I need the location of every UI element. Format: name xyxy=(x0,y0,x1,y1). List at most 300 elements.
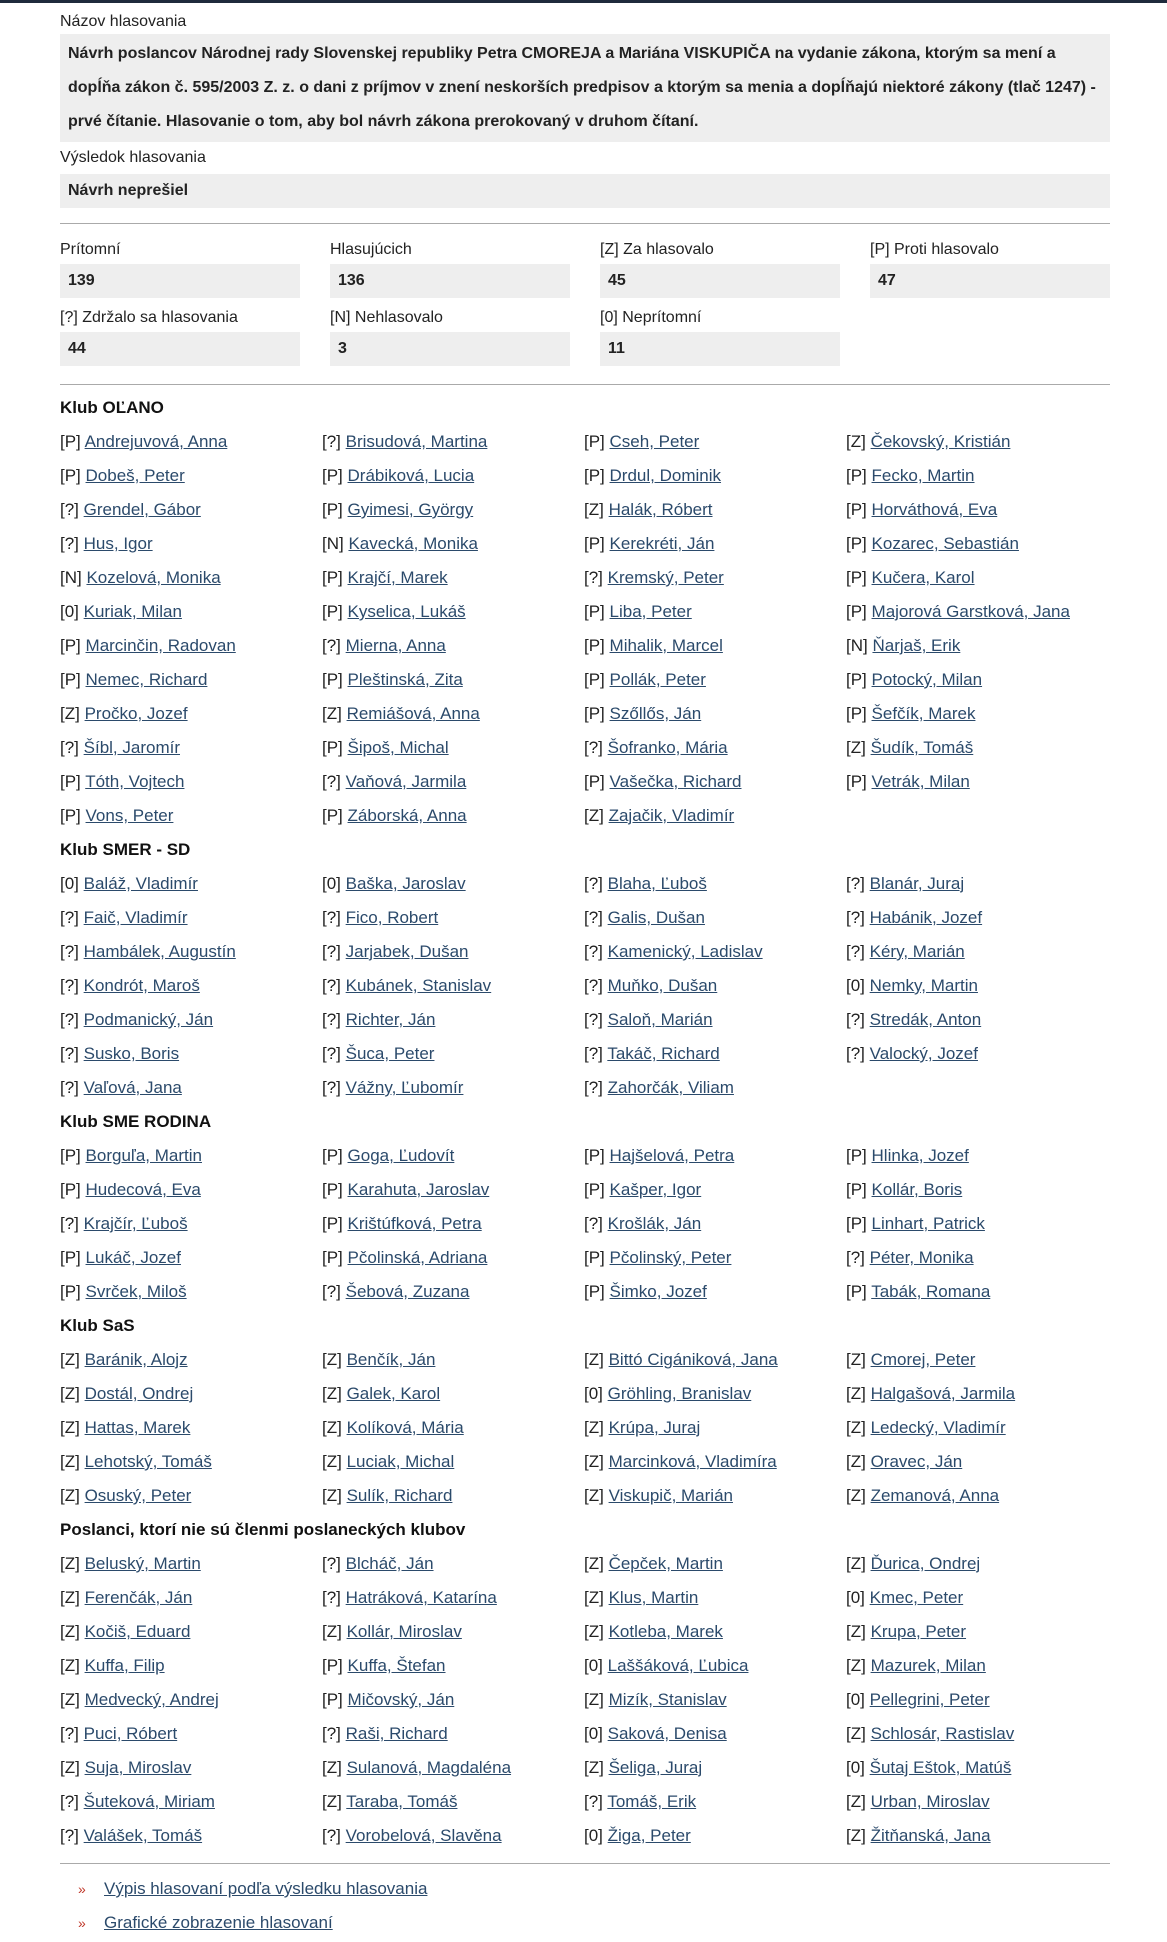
member-link[interactable]: Mičovský, Ján xyxy=(347,1690,455,1709)
vote-code: [P] xyxy=(584,636,605,655)
vote-code: [P] xyxy=(322,1656,343,1675)
member-item xyxy=(322,1343,584,1377)
vote-code: [?] xyxy=(322,772,341,791)
vote-code: [Z] xyxy=(584,1622,604,1641)
member-link[interactable]: Cmorej, Peter xyxy=(870,1350,976,1369)
member-item xyxy=(846,663,1110,697)
member-item xyxy=(322,1581,584,1615)
member-link[interactable]: Drábiková, Lucia xyxy=(347,466,475,485)
member-item xyxy=(584,1615,846,1649)
member-item xyxy=(846,1173,1110,1207)
member-link[interactable]: Šíbl, Jaromír xyxy=(83,738,180,757)
member-link[interactable]: Šeliga, Juraj xyxy=(608,1758,703,1777)
vote-code: [Z] xyxy=(846,1792,866,1811)
member-item xyxy=(60,1785,322,1819)
vote-result-label: Výsledok hlasovania xyxy=(60,149,206,166)
member-item xyxy=(60,901,322,935)
member-item xyxy=(846,765,1110,799)
vote-code: [?] xyxy=(322,976,341,995)
member-item xyxy=(584,765,846,799)
member-item xyxy=(322,459,584,493)
member-link[interactable]: Marcinčin, Radovan xyxy=(85,636,236,655)
member-link[interactable]: Čepček, Martin xyxy=(608,1554,723,1573)
vote-code: [?] xyxy=(322,1724,341,1743)
member-item xyxy=(322,1139,584,1173)
vote-code: [P] xyxy=(584,432,605,451)
member-link[interactable]: Pčolinský, Peter xyxy=(609,1248,732,1267)
member-item xyxy=(846,1581,1110,1615)
member-item xyxy=(846,1615,1110,1649)
vote-code: [Z] xyxy=(322,1758,342,1777)
vote-code: [Z] xyxy=(322,1452,342,1471)
member-link[interactable]: Bittó Cigániková, Jana xyxy=(608,1350,778,1369)
vote-code: [Z] xyxy=(846,1384,866,1403)
member-item xyxy=(846,1649,1110,1683)
club-heading: Klub SME RODINA xyxy=(60,1112,212,1131)
member-link[interactable]: Osuský, Peter xyxy=(84,1486,192,1505)
member-link[interactable]: Žitňanská, Jana xyxy=(870,1826,991,1845)
vote-code: [Z] xyxy=(60,1452,80,1471)
member-item xyxy=(60,1479,322,1513)
member-link[interactable]: Galis, Dušan xyxy=(607,908,705,927)
member-link[interactable]: Benčík, Ján xyxy=(346,1350,436,1369)
member-link[interactable]: Ňarjaš, Erik xyxy=(872,636,961,655)
member-item xyxy=(584,1819,846,1853)
member-link[interactable]: Gyimesi, György xyxy=(347,500,474,519)
member-link[interactable]: Krúpa, Juraj xyxy=(608,1418,701,1437)
member-link[interactable]: Puci, Róbert xyxy=(83,1724,178,1743)
member-link[interactable]: Saková, Denisa xyxy=(607,1724,727,1743)
member-link[interactable]: Jarjabek, Dušan xyxy=(345,942,469,961)
member-item xyxy=(584,1479,846,1513)
vote-code: [?] xyxy=(322,1554,341,1573)
vote-code: [P] xyxy=(846,534,867,553)
member-link[interactable]: Kotleba, Marek xyxy=(608,1622,723,1641)
member-item xyxy=(584,1445,846,1479)
member-link[interactable]: Péter, Monika xyxy=(869,1248,974,1267)
vote-code: [Z] xyxy=(322,1622,342,1641)
member-link[interactable]: Valášek, Tomáš xyxy=(83,1826,203,1845)
member-link[interactable]: Kuffa, Štefan xyxy=(347,1656,446,1675)
vote-code: [Z] xyxy=(584,1350,604,1369)
member-item xyxy=(584,935,846,969)
vote-code: [P] xyxy=(60,466,81,485)
member-link[interactable]: Kmec, Peter xyxy=(869,1588,964,1607)
member-item xyxy=(584,1411,846,1445)
member-link[interactable]: Liba, Peter xyxy=(609,602,692,621)
club-members xyxy=(60,1139,1110,1309)
member-link[interactable]: Dobeš, Peter xyxy=(85,466,185,485)
member-link[interactable]: Tóth, Vojtech xyxy=(85,772,185,791)
vote-code: [?] xyxy=(60,908,79,927)
vote-code: [P] xyxy=(846,500,867,519)
member-link[interactable]: Sulík, Richard xyxy=(346,1486,453,1505)
member-link[interactable]: Kubánek, Stanislav xyxy=(345,976,492,995)
member-link[interactable]: Vaľová, Jana xyxy=(83,1078,182,1097)
member-link[interactable]: Blaha, Ľuboš xyxy=(607,874,707,893)
vote-code: [?] xyxy=(584,1214,603,1233)
vote-code: [?] xyxy=(846,942,865,961)
member-link[interactable]: Kučera, Karol xyxy=(871,568,975,587)
stat-label: Hlasujúcich xyxy=(330,241,412,258)
member-item xyxy=(584,731,846,765)
vote-code: [?] xyxy=(584,1792,603,1811)
member-link[interactable]: Záborská, Anna xyxy=(347,806,467,825)
divider xyxy=(60,384,1110,385)
vote-code: [Z] xyxy=(60,1690,80,1709)
member-link[interactable]: Šuteková, Miriam xyxy=(83,1792,215,1811)
vote-code: [P] xyxy=(322,1690,343,1709)
link-results-listing[interactable]: Výpis hlasovaní podľa výsledku hlasovania xyxy=(104,1879,428,1898)
member-item xyxy=(60,1275,322,1309)
member-link[interactable]: Nemky, Martin xyxy=(869,976,978,995)
member-link[interactable]: Medvecký, Andrej xyxy=(84,1690,219,1709)
member-link[interactable]: Blanár, Juraj xyxy=(869,874,965,893)
vote-code: [Z] xyxy=(322,1486,342,1505)
member-link[interactable]: Hus, Igor xyxy=(83,534,153,553)
vote-code: [Z] xyxy=(846,1486,866,1505)
vote-code: [?] xyxy=(322,636,341,655)
member-link[interactable]: Kozarec, Sebastián xyxy=(871,534,1019,553)
member-link[interactable]: Szőllős, Ján xyxy=(609,704,702,723)
vote-detail xyxy=(60,10,1110,1940)
member-item xyxy=(846,969,1110,1003)
vote-code: [?] xyxy=(846,1010,865,1029)
vote-code: [P] xyxy=(322,1180,343,1199)
member-link[interactable]: Zemanová, Anna xyxy=(870,1486,1000,1505)
vote-code: [P] xyxy=(846,1180,867,1199)
vote-code: [0] xyxy=(846,1758,865,1777)
vote-code: [?] xyxy=(60,738,79,757)
member-item xyxy=(846,731,1110,765)
member-item xyxy=(846,493,1110,527)
member-link[interactable]: Kollár, Boris xyxy=(871,1180,963,1199)
member-link[interactable]: Oravec, Ján xyxy=(870,1452,963,1471)
member-link[interactable]: Halák, Róbert xyxy=(608,500,713,519)
vote-code: [?] xyxy=(584,738,603,757)
member-link[interactable]: Kavecká, Monika xyxy=(348,534,478,553)
member-link[interactable]: Karahuta, Jaroslav xyxy=(347,1180,490,1199)
member-item xyxy=(60,663,322,697)
member-link[interactable]: Brisudová, Martina xyxy=(345,432,488,451)
member-item xyxy=(846,1785,1110,1819)
vote-code: [P] xyxy=(60,1248,81,1267)
member-link[interactable]: Viskupič, Marián xyxy=(608,1486,733,1505)
member-link[interactable]: Mazurek, Milan xyxy=(870,1656,986,1675)
member-link[interactable]: Zahorčák, Viliam xyxy=(607,1078,734,1097)
member-item xyxy=(322,595,584,629)
vote-code: [P] xyxy=(60,1180,81,1199)
member-link[interactable]: Tabák, Romana xyxy=(871,1282,991,1301)
member-link[interactable]: Suja, Miroslav xyxy=(84,1758,192,1777)
member-item xyxy=(584,1377,846,1411)
member-item xyxy=(584,1785,846,1819)
member-link[interactable]: Linhart, Patrick xyxy=(871,1214,985,1233)
member-link[interactable]: Gröhling, Branislav xyxy=(607,1384,752,1403)
member-link[interactable]: Pročko, Jozef xyxy=(84,704,188,723)
vote-code: [?] xyxy=(584,1078,603,1097)
member-link[interactable]: Andrejuvová, Anna xyxy=(84,432,228,451)
member-link[interactable]: Vons, Peter xyxy=(85,806,174,825)
member-link[interactable]: Vašečka, Richard xyxy=(609,772,742,791)
member-link[interactable]: Ďurica, Ondrej xyxy=(870,1554,981,1573)
member-link[interactable]: Takáč, Richard xyxy=(607,1044,720,1063)
member-link[interactable]: Luciak, Michal xyxy=(346,1452,455,1471)
member-link[interactable]: Hudecová, Eva xyxy=(85,1180,201,1199)
member-link[interactable]: Halgašová, Jarmila xyxy=(870,1384,1016,1403)
member-link[interactable]: Taraba, Tomáš xyxy=(346,1792,458,1811)
member-link[interactable]: Krajčí, Marek xyxy=(347,568,448,587)
vote-code: [Z] xyxy=(846,738,866,757)
member-item xyxy=(584,1275,846,1309)
member-link[interactable]: Mizík, Stanislav xyxy=(608,1690,727,1709)
member-link[interactable]: Nemec, Richard xyxy=(85,670,208,689)
footer-link-row xyxy=(60,1872,1110,1906)
vote-code: [Z] xyxy=(60,1588,80,1607)
member-item xyxy=(584,493,846,527)
vote-title-label: Názov hlasovania xyxy=(60,13,187,30)
link-graphical-view[interactable]: Grafické zobrazenie hlasovaní xyxy=(104,1913,333,1932)
vote-code: [P] xyxy=(584,534,605,553)
member-item xyxy=(584,1683,846,1717)
member-link[interactable]: Klus, Martin xyxy=(608,1588,699,1607)
member-link[interactable]: Stredák, Anton xyxy=(869,1010,982,1029)
member-link[interactable]: Vorobelová, Slavěna xyxy=(345,1826,502,1845)
vote-code: [P] xyxy=(846,704,867,723)
member-link[interactable]: Krajčír, Ľuboš xyxy=(83,1214,188,1233)
member-link[interactable]: Saloň, Marián xyxy=(607,1010,713,1029)
member-item xyxy=(584,867,846,901)
member-link[interactable]: Svrček, Miloš xyxy=(85,1282,187,1301)
member-link[interactable]: Šimko, Jozef xyxy=(609,1282,707,1301)
member-item xyxy=(322,1751,584,1785)
vote-code: [Z] xyxy=(584,1758,604,1777)
vote-code: [N] xyxy=(60,568,82,587)
member-item xyxy=(584,561,846,595)
member-link[interactable]: Potocký, Milan xyxy=(871,670,983,689)
member-link[interactable]: Hlinka, Jozef xyxy=(871,1146,969,1165)
member-link[interactable]: Muňko, Dušan xyxy=(607,976,718,995)
member-item xyxy=(60,1411,322,1445)
member-link[interactable]: Kašper, Igor xyxy=(609,1180,702,1199)
member-link[interactable]: Kolíková, Mária xyxy=(346,1418,464,1437)
member-link[interactable]: Ledecký, Vladimír xyxy=(870,1418,1006,1437)
member-item xyxy=(60,1343,322,1377)
member-link[interactable]: Ferenčák, Ján xyxy=(84,1588,193,1607)
member-link[interactable]: Šefčík, Marek xyxy=(871,704,976,723)
member-item xyxy=(584,1139,846,1173)
member-link[interactable]: Laššáková, Ľubica xyxy=(607,1656,749,1675)
member-link[interactable]: Vážny, Ľubomír xyxy=(345,1078,464,1097)
footer-links xyxy=(60,1872,1110,1940)
stat-present xyxy=(60,236,330,304)
member-item xyxy=(322,1785,584,1819)
member-item xyxy=(322,1037,584,1071)
vote-code: [Z] xyxy=(60,704,80,723)
member-item xyxy=(322,1173,584,1207)
stat-label: Prítomní xyxy=(60,241,121,258)
double-chevron-right-icon: » xyxy=(78,1915,86,1931)
member-item xyxy=(584,1343,846,1377)
member-link[interactable]: Fecko, Martin xyxy=(871,466,975,485)
divider xyxy=(60,223,1110,224)
member-link[interactable]: Šuca, Peter xyxy=(345,1044,435,1063)
stat-absent xyxy=(600,304,870,372)
member-link[interactable]: Kondrót, Maroš xyxy=(83,976,200,995)
member-link[interactable]: Krupa, Peter xyxy=(870,1622,967,1641)
member-item xyxy=(322,1649,584,1683)
member-link[interactable]: Cseh, Peter xyxy=(609,432,700,451)
member-item xyxy=(60,1547,322,1581)
vote-code: [?] xyxy=(846,1248,865,1267)
member-link[interactable]: Valocký, Jozef xyxy=(869,1044,978,1063)
vote-code: [P] xyxy=(584,466,605,485)
member-link[interactable]: Šebová, Zuzana xyxy=(345,1282,470,1301)
vote-code: [?] xyxy=(60,1078,79,1097)
member-link[interactable]: Žiga, Peter xyxy=(607,1826,691,1845)
member-link[interactable]: Pčolinská, Adriana xyxy=(347,1248,488,1267)
member-link[interactable]: Hambálek, Augustín xyxy=(83,942,236,961)
member-item xyxy=(322,1071,584,1105)
member-link[interactable]: Kuffa, Filip xyxy=(84,1656,165,1675)
member-link[interactable]: Galek, Karol xyxy=(346,1384,441,1403)
member-link[interactable]: Baláž, Vladimír xyxy=(83,874,198,893)
member-link[interactable]: Raši, Richard xyxy=(345,1724,448,1743)
member-link[interactable]: Lehotský, Tomáš xyxy=(84,1452,212,1471)
vote-code: [?] xyxy=(584,874,603,893)
vote-code: [?] xyxy=(584,1044,603,1063)
member-item xyxy=(846,1717,1110,1751)
member-link[interactable]: Mihalik, Marcel xyxy=(609,636,723,655)
vote-code: [Z] xyxy=(60,1656,80,1675)
member-link[interactable]: Goga, Ľudovít xyxy=(347,1146,455,1165)
member-item xyxy=(846,459,1110,493)
vote-code: [Z] xyxy=(322,1418,342,1437)
member-item xyxy=(846,1241,1110,1275)
member-link[interactable]: Marcinková, Vladimíra xyxy=(608,1452,777,1471)
member-link[interactable]: Horváthová, Eva xyxy=(871,500,998,519)
member-item xyxy=(322,765,584,799)
stat-label: [N] Nehlasovalo xyxy=(330,309,443,326)
member-link[interactable]: Hattas, Marek xyxy=(84,1418,191,1437)
member-link[interactable]: Čekovský, Kristián xyxy=(870,432,1011,451)
member-item xyxy=(60,1207,322,1241)
vote-code: [P] xyxy=(322,1146,343,1165)
member-link[interactable]: Fico, Robert xyxy=(345,908,439,927)
member-item xyxy=(584,1003,846,1037)
member-link[interactable]: Pellegrini, Peter xyxy=(869,1690,990,1709)
member-link[interactable]: Kuriak, Milan xyxy=(83,602,182,621)
member-link[interactable]: Hatráková, Katarína xyxy=(345,1588,497,1607)
vote-code: [?] xyxy=(846,874,865,893)
member-link[interactable]: Pollák, Peter xyxy=(609,670,706,689)
member-link[interactable]: Sulanová, Magdaléna xyxy=(346,1758,512,1777)
member-link[interactable]: Krištúfková, Petra xyxy=(347,1214,482,1233)
member-link[interactable]: Podmanický, Ján xyxy=(83,1010,214,1029)
member-link[interactable]: Kollár, Miroslav xyxy=(346,1622,462,1641)
member-link[interactable]: Tomáš, Erik xyxy=(607,1792,697,1811)
member-link[interactable]: Kéry, Marián xyxy=(869,942,965,961)
member-link[interactable]: Kozelová, Monika xyxy=(86,568,221,587)
member-link[interactable]: Remiášová, Anna xyxy=(346,704,480,723)
member-link[interactable]: Lukáč, Jozef xyxy=(85,1248,181,1267)
member-item xyxy=(60,527,322,561)
vote-code: [?] xyxy=(60,500,79,519)
member-item xyxy=(60,561,322,595)
member-item xyxy=(322,697,584,731)
member-link[interactable]: Šipoš, Michal xyxy=(347,738,449,757)
member-item xyxy=(584,1581,846,1615)
member-link[interactable]: Beluský, Martin xyxy=(84,1554,201,1573)
member-link[interactable]: Šudík, Tomáš xyxy=(870,738,974,757)
member-link[interactable]: Drdul, Dominik xyxy=(609,466,722,485)
member-item xyxy=(584,901,846,935)
member-link[interactable]: Hajšelová, Petra xyxy=(609,1146,735,1165)
member-link[interactable]: Kyselica, Lukáš xyxy=(347,602,466,621)
member-item xyxy=(846,1139,1110,1173)
member-link[interactable]: Krošlák, Ján xyxy=(607,1214,702,1233)
vote-code: [P] xyxy=(60,636,81,655)
vote-title: Návrh poslancov Národnej rady Slovenskej republiky Petra CMOREJA a Mariána VISKUPIČA na vydanie zákona, ktorým sa mení a dopĺňa zákon č. 595/2003 Z. z. o dani z príjmov v znení neskorších predpisov a ktorým sa menia a dopĺňajú niektoré zákony (tlač 1247) - prvé čítanie. Hlasovanie o tom, aby bol návrh zákona prerokovaný v druhom čítaní. xyxy=(60,34,1110,142)
vote-code: [Z] xyxy=(846,1350,866,1369)
member-link[interactable]: Richter, Ján xyxy=(345,1010,436,1029)
member-link[interactable]: Baška, Jaroslav xyxy=(345,874,466,893)
member-link[interactable]: Susko, Boris xyxy=(83,1044,180,1063)
vote-code: [P] xyxy=(60,772,81,791)
member-link[interactable]: Kamenický, Ladislav xyxy=(607,942,763,961)
member-item xyxy=(846,1445,1110,1479)
member-link[interactable]: Blcháč, Ján xyxy=(345,1554,434,1573)
member-link[interactable]: Habánik, Jozef xyxy=(869,908,983,927)
member-link[interactable]: Schlosár, Rastislav xyxy=(870,1724,1015,1743)
member-link[interactable]: Zajačik, Vladimír xyxy=(608,806,735,825)
member-item xyxy=(322,1207,584,1241)
member-link[interactable]: Faič, Vladimír xyxy=(83,908,188,927)
member-item xyxy=(584,595,846,629)
member-item xyxy=(322,1003,584,1037)
club-members xyxy=(60,425,1110,833)
member-link[interactable]: Baránik, Alojz xyxy=(84,1350,188,1369)
member-link[interactable]: Urban, Miroslav xyxy=(870,1792,990,1811)
member-link[interactable]: Pleštinská, Zita xyxy=(347,670,463,689)
vote-code: [P] xyxy=(60,1146,81,1165)
vote-code: [P] xyxy=(584,602,605,621)
member-link[interactable]: Dostál, Ondrej xyxy=(84,1384,194,1403)
member-link[interactable]: Šofranko, Mária xyxy=(607,738,728,757)
member-item xyxy=(584,799,846,833)
member-item xyxy=(322,1683,584,1717)
vote-code: [Z] xyxy=(322,704,342,723)
member-link[interactable]: Vetrák, Milan xyxy=(871,772,970,791)
member-item xyxy=(846,1411,1110,1445)
member-link[interactable]: Kočiš, Eduard xyxy=(84,1622,191,1641)
member-link[interactable]: Šutaj Eštok, Matúš xyxy=(869,1758,1012,1777)
vote-code: [0] xyxy=(584,1826,603,1845)
vote-code: [Z] xyxy=(846,1622,866,1641)
double-chevron-right-icon: » xyxy=(78,1881,86,1897)
vote-code: [Z] xyxy=(584,1486,604,1505)
member-link[interactable]: Mierna, Anna xyxy=(345,636,446,655)
member-link[interactable]: Kremský, Peter xyxy=(607,568,724,587)
member-item xyxy=(60,765,322,799)
vote-code: [?] xyxy=(322,1826,341,1845)
member-link[interactable]: Grendel, Gábor xyxy=(83,500,201,519)
member-link[interactable]: Kerekréti, Ján xyxy=(609,534,715,553)
member-link[interactable]: Borguľa, Martin xyxy=(85,1146,202,1165)
member-link[interactable]: Vaňová, Jarmila xyxy=(345,772,467,791)
vote-code: [P] xyxy=(322,500,343,519)
member-link[interactable]: Majorová Garstková, Jana xyxy=(871,602,1070,621)
